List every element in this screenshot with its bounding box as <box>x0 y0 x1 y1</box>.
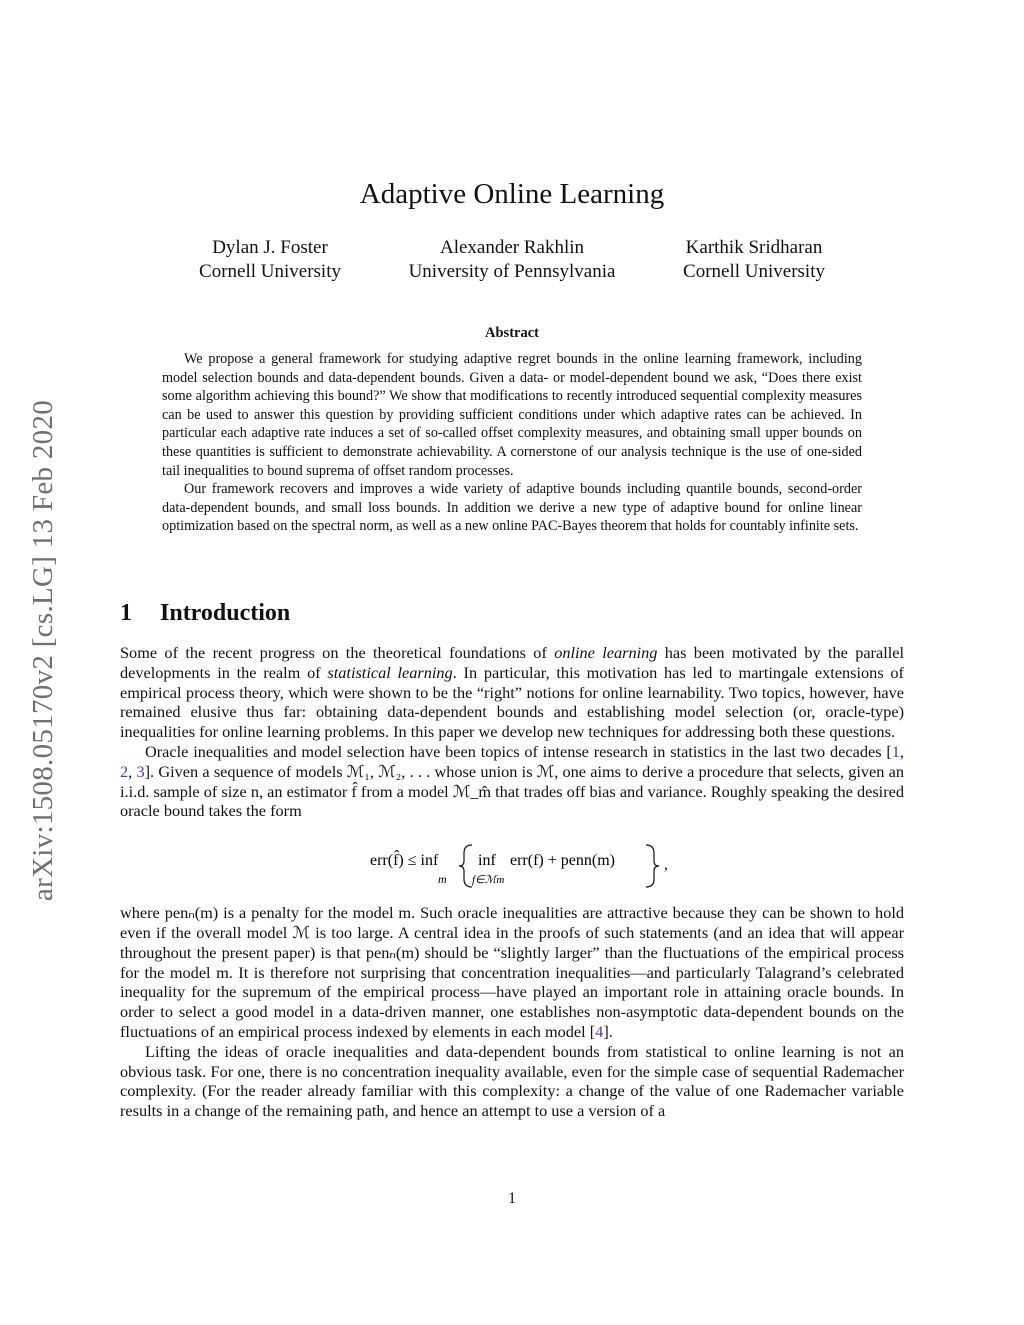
author-name: Dylan J. Foster <box>212 237 328 258</box>
introduction-body <box>120 643 904 1121</box>
author-3 <box>624 236 884 284</box>
page-number: 1 <box>508 1190 516 1207</box>
abstract-heading: Abstract <box>485 325 539 341</box>
author-name: Karthik Sridharan <box>685 237 823 258</box>
emphasis-online-learning: online learning <box>554 643 658 662</box>
section-heading <box>120 600 290 627</box>
citation-link[interactable]: 4 <box>595 1021 604 1041</box>
eq-rhs: err(f) + penn(m) <box>510 852 615 870</box>
oracle-inequality-equation <box>120 843 904 889</box>
abstract-paragraph-1: We propose a general framework for studying adaptive regret bounds in the online learning framework, including model selection bounds and data-dependent bounds. Given a data- or model-dependent bound we ask, “Does there exist some algorithm achieving this bound?” We show that modifications to recently introduced sequential complexity measures can be used to answer this question by providing sufficient conditions under which adaptive rates can be achieved. In particular each adaptive rate induces a set of so-called offset complexity measures, and obtaining small upper bounds on these quantities is sufficient to demonstrate achievability. A cornerstone of our analysis technique is the use of one-sided tail inequalities to bound suprema of offset random processes. <box>162 351 862 479</box>
abstract-body <box>162 350 862 536</box>
author-2 <box>382 236 642 284</box>
left-brace <box>459 845 472 887</box>
eq-lhs-sub: m <box>438 872 447 887</box>
author-block <box>0 236 1024 296</box>
author-affiliation: University of Pennsylvania <box>408 261 616 282</box>
author-1 <box>140 236 400 284</box>
paper-title: Adaptive Online Learning <box>359 178 665 210</box>
eq-lhs: err(f̂) ≤ inf <box>370 852 439 870</box>
section-number: 1 <box>120 600 132 626</box>
emphasis-statistical-learning: statistical learning <box>327 662 453 682</box>
author-affiliation: Cornell University <box>199 261 341 282</box>
eq-trail: , <box>664 856 668 874</box>
intro-paragraph-1: Some of the recent progress on the theoretical foundations of online learning has been motivated by the parallel developments in the realm of statistical learning. In particular, this motivation has led to martingale extensions of empirical process theory, which were shown to be the “right” notions for online learnability. Two topics, however, have remained elusive thus far: obtaining data-dependent bounds and establishing model selection (or, oracle-type) inequalities for online learning problems. In this paper we develop new techniques for addressing both these questions. <box>120 643 905 742</box>
citation-link[interactable]: 1 <box>891 741 900 761</box>
arxiv-sidebar <box>22 350 66 950</box>
arxiv-identifier: arXiv:1508.05170v2 [cs.LG] 13 Feb 2020 <box>27 399 60 901</box>
author-affiliation: Cornell University <box>683 261 825 282</box>
equation-svg <box>360 843 680 889</box>
eq-inner-sub: f∈ℳm <box>472 874 505 887</box>
right-brace <box>646 845 659 887</box>
citation-link[interactable]: 3 <box>136 761 145 781</box>
abstract-paragraph-2: Our framework recovers and improves a wide variety of adaptive bounds including quantile bounds, second-order data-dependent bounds, and small loss bounds. In addition we derive a new type of adaptive bound for online linear optimization based on the spectral norm, as well as a new online PAC-Bayes theorem that holds for countably infinite sets. <box>162 481 862 535</box>
citation-link[interactable]: 2 <box>120 761 129 781</box>
author-name: Alexander Rakhlin <box>439 237 585 258</box>
intro-paragraph-2: Oracle inequalities and model selection have been topics of intense research in statistics in the last two decades [1, 2, 3]. Given a sequence of models ℳ₁, ℳ₂, . . . whose union is ℳ, one aims to derive a procedure that selects, given an i.i.d. sample of size n, an estimator f̂ from a model ℳ_m̂ that trades off bias and variance. Roughly speaking the desired oracle bound takes the form <box>120 741 904 821</box>
intro-paragraph-4: Lifting the ideas of oracle inequalities and data-dependent bounds from statistical to online learning is not an obvious task. For one, there is no concentration inequality available, even for the simple case of sequential Rademacher complexity. (For the reader already familiar with this complexity: a change of the value of one Rademacher variable results in a change of the remaining path, and hence an attempt to use a version of a <box>120 1041 904 1121</box>
section-title: Introduction <box>160 600 291 626</box>
eq-inner-inf: inf <box>478 852 496 870</box>
intro-paragraph-3: where penₙ(m) is a penalty for the model m. Such oracle inequalities are attractive because they can be shown to hold even if the overall model ℳ is too large. A central idea in the proofs of such statements (and an idea that will appear throughout the present paper) is that penₙ(m) should be “slightly larger” than the fluctuations of the empirical process for the model m. It is therefore not surprising that concentration inequalities—and particularly Talagrand’s celebrated inequality for the supremum of the empirical process—have played an important role in attaining oracle bounds. In order to select a good model in a data-driven manner, one establishes non-asymptotic data-dependent bounds on the fluctuations of an empirical process indexed by elements in each model [4]. <box>120 903 904 1041</box>
